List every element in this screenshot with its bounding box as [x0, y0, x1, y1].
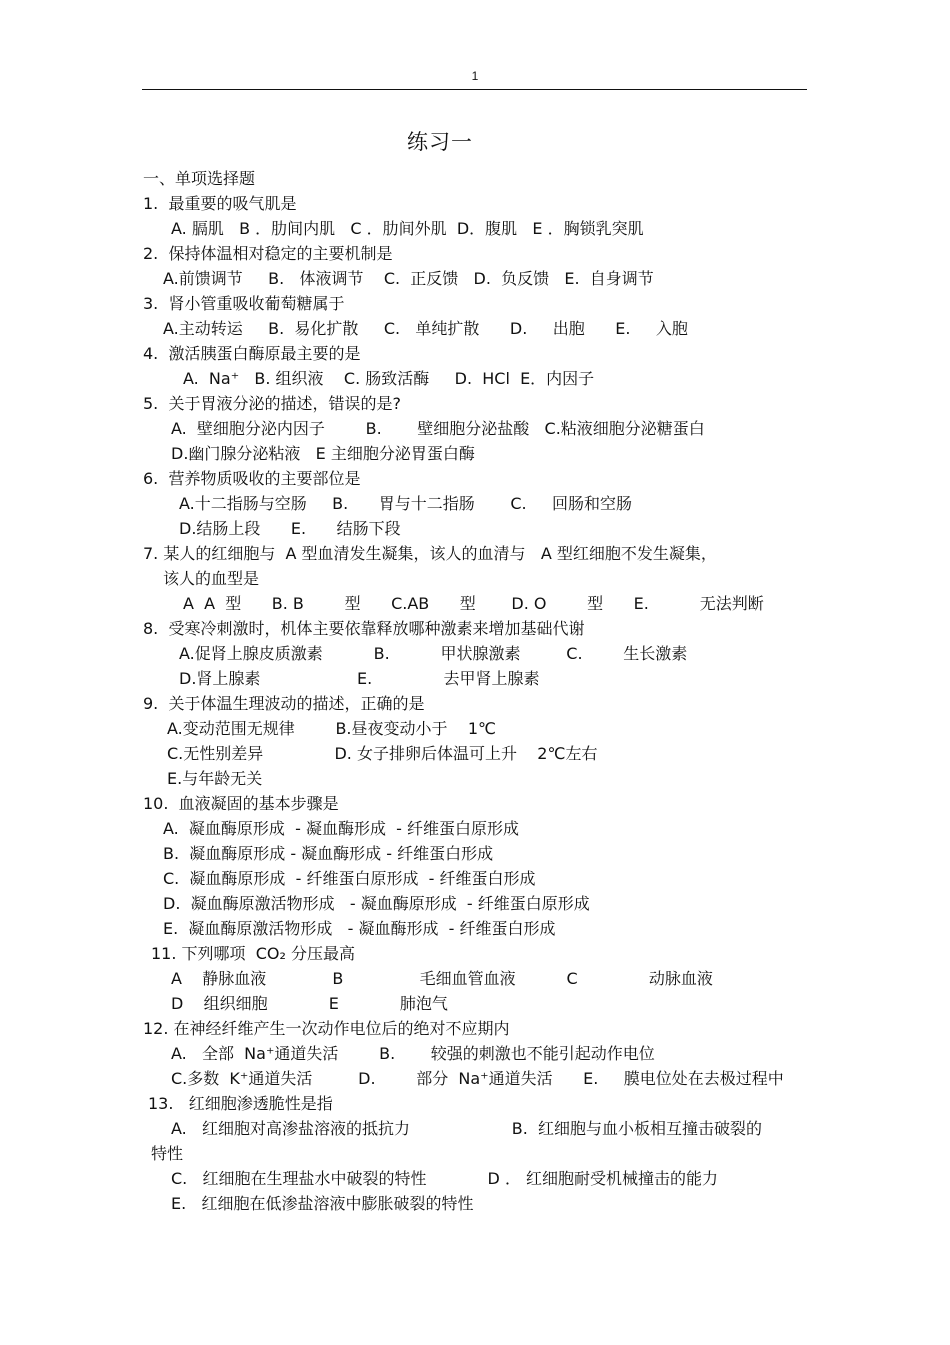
question-13-options-c: E. 红细胞在低渗盐溶液中膨胀破裂的特性 [171, 1194, 474, 1213]
question-5-stem: 5. 关于胃液分泌的描述，错误的是? [143, 394, 401, 413]
question-6-stem: 6. 营养物质吸收的主要部位是 [143, 469, 361, 488]
section-heading: 一、单项选择题 [143, 169, 256, 188]
question-13-stem: 13. 红细胞渗透脆性是指 [148, 1094, 333, 1113]
question-12-stem: 12. 在神经纤维产生一次动作电位后的绝对不应期内 [143, 1019, 510, 1038]
question-10-option-a: A. 凝血酶原形成 - 凝血酶形成 - 纤维蛋白原形成 [163, 819, 519, 838]
question-6-options-a: A.十二指肠与空肠 B. 胃与十二指肠 C. 回肠和空肠 [179, 494, 633, 513]
question-8-options-b: D.肾上腺素 E. 去甲肾上腺素 [179, 669, 540, 688]
page-title: 练习一 [407, 130, 473, 154]
question-11-stem: 11. 下列哪项 CO₂ 分压最高 [151, 944, 355, 963]
question-3-stem: 3. 肾小管重吸收葡萄糖属于 [143, 294, 345, 313]
document-body [143, 166, 803, 1216]
question-13-options-a-cont: 特性 [151, 1144, 184, 1163]
page-number: 1 [471, 69, 479, 83]
question-12-options-a: A. 全部 Na⁺通道失活 B. 较强的刺激也不能引起动作电位 [171, 1044, 655, 1063]
question-11-options-b: D 组织细胞 E 肺泡气 [171, 994, 448, 1013]
question-10-option-d: D. 凝血酶原激活物形成 - 凝血酶原形成 - 纤维蛋白原形成 [163, 894, 590, 913]
question-7-options: A A 型 B. B 型 C.AB 型 D. O 型 E. 无法判断 [183, 594, 764, 613]
question-8-options-a: A.促肾上腺皮质激素 B. 甲状腺激素 C. 生长激素 [179, 644, 688, 663]
question-9-stem: 9. 关于体温生理波动的描述，正确的是 [143, 694, 425, 713]
question-6-options-b: D.结肠上段 E. 结肠下段 [179, 519, 401, 538]
question-2-options: A.前馈调节 B. 体液调节 C. 正反馈 D. 负反馈 E. 自身调节 [163, 269, 654, 288]
question-11-options-a: A 静脉血液 B 毛细血管血液 C 动脉血液 [171, 969, 713, 988]
question-2-stem: 2. 保持体温相对稳定的主要机制是 [143, 244, 393, 263]
question-5-options-b: D.幽门腺分泌粘液 E 主细胞分泌胃蛋白酶 [171, 444, 475, 463]
question-10-stem: 10. 血液凝固的基本步骤是 [143, 794, 339, 813]
question-4-options: A. Na⁺ B. 组织液 C. 肠致活酶 D. HCl E．内因子 [183, 369, 595, 388]
question-9-options-c: E.与年龄无关 [167, 769, 263, 788]
question-10-option-b: B. 凝血酶原形成 - 凝血酶形成 - 纤维蛋白形成 [163, 844, 494, 863]
question-9-options-a: A.变动范围无规律 B.昼夜变动小于 1℃ [167, 719, 496, 738]
question-10-option-c: C. 凝血酶原形成 - 纤维蛋白原形成 - 纤维蛋白形成 [163, 869, 536, 888]
question-7-stem: 7. 某人的红细胞与 A 型血清发生凝集，该人的血清与 A 型红细胞不发生凝集， [143, 544, 717, 563]
question-5-options-a: A. 壁细胞分泌内因子 B. 壁细胞分泌盐酸 C.粘液细胞分泌糖蛋白 [171, 419, 705, 438]
question-13-options-a: A. 红细胞对高渗盐溶液的抵抗力 B. 红细胞与血小板相互撞击破裂的 [171, 1119, 762, 1138]
question-13-options-b: C. 红细胞在生理盐水中破裂的特性 D ． 红细胞耐受机械撞击的能力 [171, 1169, 719, 1188]
question-10-option-e: E. 凝血酶原激活物形成 - 凝血酶形成 - 纤维蛋白形成 [163, 919, 556, 938]
question-12-options-b: C.多数 K⁺通道失活 D. 部分 Na⁺通道失活 E. 膜电位处在去极过程中 [171, 1069, 784, 1088]
header-rule [142, 89, 807, 90]
question-8-stem: 8. 受寒冷刺激时，机体主要依靠释放哪种激素来增加基础代谢 [143, 619, 585, 638]
question-9-options-b: C.无性别差异 D. 女子排卵后体温可上升 2℃左右 [167, 744, 598, 763]
question-1-options: A. 膈肌 B ．肋间内肌 C ．肋间外肌 D．腹肌 E ．胸锁乳突肌 [171, 219, 644, 238]
question-1-stem: 1. 最重要的吸气肌是 [143, 194, 297, 213]
question-4-stem: 4. 激活胰蛋白酶原最主要的是 [143, 344, 361, 363]
question-7-stem-cont: 该人的血型是 [163, 569, 260, 588]
question-3-options: A.主动转运 B. 易化扩散 C. 单纯扩散 D. 出胞 E. 入胞 [163, 319, 688, 338]
